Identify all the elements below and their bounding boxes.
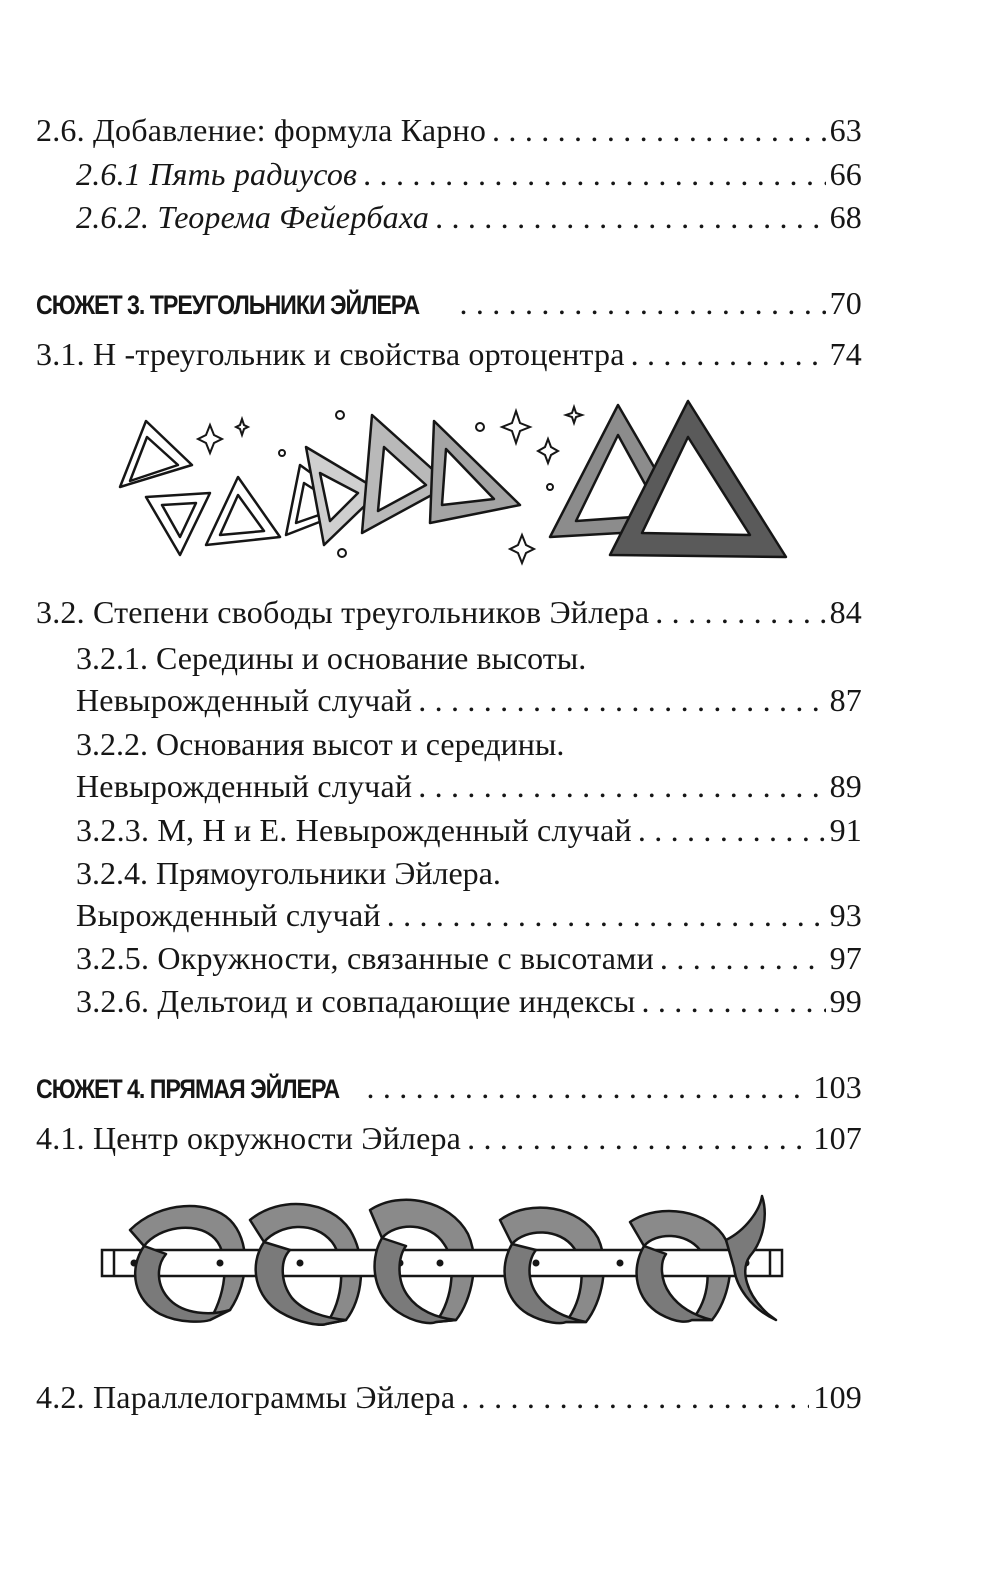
toc-page-number: 99 xyxy=(829,983,862,1019)
toc-entry-title: 4.1. Центр окружности Эйлера xyxy=(36,1120,462,1156)
toc-entry-3-2-2[interactable] xyxy=(76,766,862,806)
toc-entry-3-2-6[interactable] xyxy=(76,981,862,1021)
toc-page-number: 107 xyxy=(813,1120,862,1156)
toc-entry-title: Невырожденный случай xyxy=(76,768,413,804)
toc-leader xyxy=(492,110,826,150)
toc-leader xyxy=(418,680,825,720)
toc-entry-3-2-1[interactable] xyxy=(76,680,862,720)
toc-leader xyxy=(631,334,826,374)
toc-entry-3-2-2-title: 3.2.2. Основания высот и середины. xyxy=(76,726,565,762)
toc-entry-title: 3.2. Степени свободы треугольников Эйлера xyxy=(36,594,650,630)
toc-entry-title: 2.6.1 Пять радиусов xyxy=(76,156,358,192)
toc-page-number: 70 xyxy=(829,285,862,321)
toc-page-number: 66 xyxy=(829,156,862,192)
toc-leader xyxy=(435,197,826,237)
toc-leader xyxy=(467,1118,809,1158)
toc-page-number: 63 xyxy=(829,112,862,148)
toc-entry-title: 3.2.3. М, Н и Е. Невырожденный случай xyxy=(76,812,632,848)
toc-page-number: 87 xyxy=(829,682,862,718)
toc-leader xyxy=(638,810,826,850)
toc-page-number: 103 xyxy=(813,1069,862,1105)
toc-chapter-4[interactable] xyxy=(36,1067,862,1107)
toc-entry-title: 4.2. Параллелограммы Эйлера xyxy=(36,1379,456,1415)
toc-leader xyxy=(459,283,825,323)
toc-page-number: 109 xyxy=(813,1379,862,1415)
toc-leader xyxy=(363,154,825,194)
toc-entry-3-2-3[interactable] xyxy=(76,810,862,850)
toc-entry-title: 3.2.5. Окружности, связанные с высотами xyxy=(76,940,654,976)
toc-leader xyxy=(641,981,825,1021)
toc-leader xyxy=(660,938,826,978)
toc-entry-4-2[interactable] xyxy=(36,1377,862,1417)
toc-entry-title: 2.6. Добавление: формула Карно xyxy=(36,112,487,148)
toc-chapter-title: СЮЖЕТ 4. ПРЯМАЯ ЭЙЛЕРА xyxy=(36,1074,340,1104)
toc-chapter-title: СЮЖЕТ 3. ТРЕУГОЛЬНИКИ ЭЙЛЕРА xyxy=(36,290,420,320)
toc-leader xyxy=(366,1067,809,1107)
toc-entry-3-2-5[interactable] xyxy=(76,938,862,978)
toc-entry-2-6-2[interactable] xyxy=(76,197,862,237)
toc-leader xyxy=(387,895,826,935)
toc-entry-3-2[interactable] xyxy=(36,592,862,632)
toc-leader xyxy=(655,592,825,632)
toc-entry-title: 3.1. Н -треугольник и свойства ортоцентра xyxy=(36,336,625,372)
toc-page-number: 93 xyxy=(829,897,862,933)
toc-page-number: 74 xyxy=(829,336,862,372)
toc-leader xyxy=(418,766,825,806)
toc-chapter-3[interactable] xyxy=(36,283,862,323)
toc-entry-3-2-1-title: 3.2.1. Середины и основание высоты. xyxy=(76,640,587,676)
triangles-illustration xyxy=(110,395,800,575)
toc-page-number: 91 xyxy=(829,812,862,848)
toc-entry-3-2-4[interactable] xyxy=(76,895,862,935)
toc-entry-3-2-4-title: 3.2.4. Прямоугольники Эйлера. xyxy=(76,855,501,891)
toc-entry-title: Невырожденный случай xyxy=(76,682,413,718)
toc-page-number: 97 xyxy=(829,940,862,976)
toc-entry-title: 2.6.2. Теорема Фейербаха xyxy=(76,199,430,235)
toc-page-number: 89 xyxy=(829,768,862,804)
toc-entry-2-6[interactable] xyxy=(36,110,862,150)
ribbon-flute-illustration xyxy=(100,1190,800,1340)
toc-leader xyxy=(461,1377,809,1417)
toc-entry-3-1[interactable] xyxy=(36,334,862,374)
toc-page-number: 84 xyxy=(829,594,862,630)
toc-entry-2-6-1[interactable] xyxy=(76,154,862,194)
toc-entry-4-1[interactable] xyxy=(36,1118,862,1158)
toc-page-number: 68 xyxy=(829,199,862,235)
toc-entry-title: Вырожденный случай xyxy=(76,897,381,933)
toc-entry-title: 3.2.6. Дельтоид и совпадающие индексы xyxy=(76,983,636,1019)
